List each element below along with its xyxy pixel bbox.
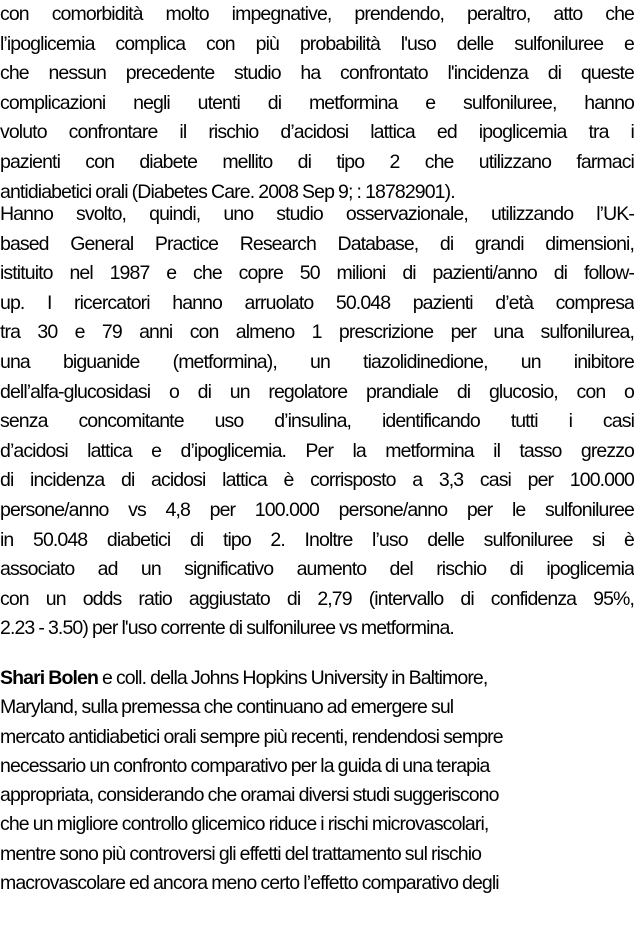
text-line: antidiabetici orali (Diabetes Care. 2008 Sep 9; : 18782901). bbox=[0, 180, 455, 203]
text-line: mercato antidiabetici orali sempre più recenti, rendendosi sempre bbox=[0, 725, 503, 748]
text-line: senza concomitante uso d’insulina, identificando tutti i casi bbox=[0, 410, 634, 433]
text-line: appropriata, considerando che oramai diversi studi suggeriscono bbox=[0, 784, 499, 807]
paragraph-2 bbox=[0, 200, 634, 644]
text-line: 2.23 - 3.50) per l'uso corrente di sulfoniluree vs metformina. bbox=[0, 617, 454, 640]
text-line: complicazioni negli utenti di metformina e sulfoniluree, hanno bbox=[0, 91, 634, 114]
text-line: mentre sono più controversi gli effetti del trattamento sul rischio bbox=[0, 842, 482, 865]
text-line: voluto confrontare il rischio d’acidosi lattica ed ipoglicemia tra i bbox=[0, 121, 634, 144]
text-line: istituito nel 1987 e che copre 50 milioni di pazienti/anno di follow- bbox=[0, 262, 634, 285]
text-line: pazienti con diabete mellito di tipo 2 che utilizzano farmaci bbox=[0, 150, 634, 173]
text-line: con comorbidità molto impegnative, prendendo, peraltro, atto che bbox=[0, 3, 634, 25]
text-line: associato ad un significativo aumento del rischio di ipoglicemia bbox=[0, 558, 634, 581]
text-line: tra 30 e 79 anni con almeno 1 prescrizione per una sulfonilurea, bbox=[0, 321, 634, 344]
text-line: con un odds ratio aggiustato di 2,79 (intervallo di confidenza 95%, bbox=[0, 587, 634, 610]
author-name: Shari Bolen bbox=[0, 667, 98, 689]
text-line: based General Practice Research Database, di grandi dimensioni, bbox=[0, 232, 634, 255]
text-line: che un migliore controllo glicemico riduce i rischi microvascolari, bbox=[0, 813, 489, 836]
text-line: Hanno svolto, quindi, uno studio osservazionale, utilizzando l’UK- bbox=[0, 203, 634, 225]
text-line: Maryland, sulla premessa che continuano ad emergere sul bbox=[0, 696, 454, 719]
text-line: d’acidosi lattica e d’ipoglicemia. Per la metformina il tasso grezzo bbox=[0, 439, 634, 462]
text-line-first bbox=[0, 664, 634, 693]
paragraph-1 bbox=[0, 0, 634, 207]
text-line: che nessun precedente studio ha confrontato l'incidenza di queste bbox=[0, 62, 634, 85]
text-line: in 50.048 diabetici di tipo 2. Inoltre l’uso delle sulfoniluree si è bbox=[0, 528, 634, 551]
text-line: di incidenza di acidosi lattica è corrisposto a 3,3 casi per 100.000 bbox=[0, 469, 634, 492]
text-line: macrovascolare ed ancora meno certo l’effetto comparativo degli bbox=[0, 872, 499, 895]
text-line: up. I ricercatori hanno arruolato 50.048 pazienti d’età compresa bbox=[0, 291, 634, 314]
text-line: necessario un confronto comparativo per la guida di una terapia bbox=[0, 754, 490, 777]
text-fragment: e coll. della Johns Hopkins University in Baltimore, bbox=[97, 667, 488, 689]
text-line: l’ipoglicemia complica con più probabilità l'uso delle sulfoniluree e bbox=[0, 32, 634, 55]
text-line: dell’alfa-glucosidasi o di un regolatore prandiale di glucosio, con o bbox=[0, 380, 634, 403]
paragraph-3 bbox=[0, 664, 634, 898]
text-line: persone/anno vs 4,8 per 100.000 persone/anno per le sulfoniluree bbox=[0, 498, 634, 521]
text-line: una biguanide (metformina), un tiazolidinedione, un inibitore bbox=[0, 350, 634, 373]
